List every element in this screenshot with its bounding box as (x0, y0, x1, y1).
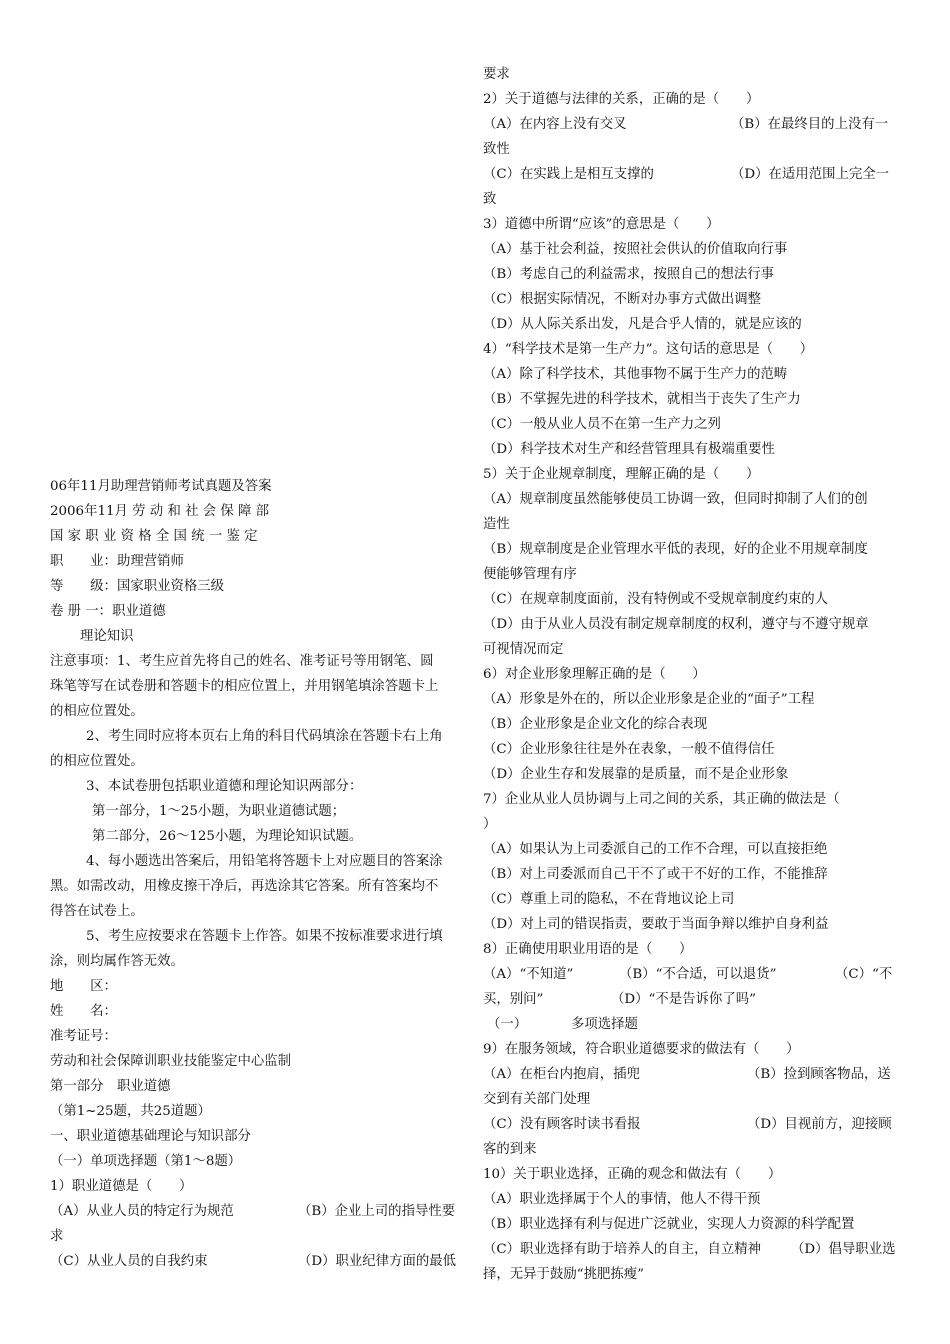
option-a: （A）基于社会利益，按照社会供认的价值取向行事 (483, 242, 788, 257)
supervisor-line: 劳动和社会保障训职业技能鉴定中心监制 (50, 1054, 292, 1069)
notice-line: 珠笔等写在试卷册和答题卡的相应位置上，并用钢笔填涂答题卡上 (50, 679, 439, 694)
option-c: （C）职业选择有助于培养人的自主，自立精神 (483, 1242, 762, 1257)
notice-line: 第二部分，26～125小题，为理论知识试题。 (92, 829, 363, 844)
option-c: （C）根据实际情况，不断对办事方式做出调整 (483, 292, 762, 307)
notice-line: 注意事项：1、考生应首先将自己的姓名、准考证号等用钢笔、圆 (50, 654, 434, 669)
option-d: （D）科学技术对生产和经营管理具有极端重要性 (483, 442, 775, 457)
option-c: （C）企业形象往往是外在表象，一般不值得信任 (483, 742, 775, 757)
option-a: （A）职业选择属于个人的事情，他人不得干预 (483, 1192, 761, 1207)
option-a: （A）规章制度虽然能够使员工协调一致，但同时抑制了人们的创 (483, 492, 868, 507)
option-c: （C）没有顾客时读书看报 (483, 1117, 641, 1132)
option-b-continued: 求 (50, 1229, 64, 1244)
notice-line: 得答在试卷上。 (50, 904, 144, 919)
option-d-continued: 择，无异于鼓励“挑肥拣瘦” (483, 1267, 644, 1282)
option-d: （D）目视前方，迎接顾 (747, 1117, 892, 1132)
notice-line: 涂，则均属作答无效。 (50, 954, 184, 969)
volume-line: 卷 册 一：职业道德 (50, 604, 166, 619)
part1-heading: 第一部分 职业道德 (50, 1079, 171, 1094)
option-c: （C）从业人员的自我约束 (50, 1254, 208, 1269)
profession-line: 职 业：助理营销师 (50, 554, 184, 569)
option-b: （B）对上司委派而自己干不了或干不好的工作，不能推辞 (483, 867, 828, 882)
notice-line: 3、本试卷册包括职业道德和理论知识两部分： (86, 779, 363, 794)
option-d: （D）在适用范围上完全一 (731, 167, 890, 182)
exam-number-field: 准考证号： (50, 1029, 117, 1044)
option-b-continued: 便能够管理有序 (483, 567, 577, 582)
option-b: （B）企业形象是企业文化的综合表现 (483, 717, 708, 732)
option-c-continued: 买，别问” (483, 992, 544, 1007)
issuer-line: 2006年11月 劳 动 和 社 会 保 障 部 (50, 504, 270, 519)
option-b: （B）在最终目的上没有一 (731, 117, 889, 132)
option-d-continued: 致 (483, 192, 497, 207)
notice-line: 5、考生应按要求在答题卡上作答。如果不按标准要求进行填 (86, 929, 443, 944)
option-a: （A）从业人员的特定行为规范 (50, 1204, 234, 1219)
option-b: （B）“不合适，可以退货” (619, 967, 777, 982)
option-d: （D）从人际关系出发，凡是合乎人情的，就是应该的 (483, 317, 802, 332)
option-d-continued: 可视情况而定 (483, 642, 564, 657)
option-a: （A）在柜台内抱肩，插兜 (483, 1067, 640, 1082)
part1-range: （第1~25题，共25道题） (50, 1104, 211, 1119)
notice-line: 2、考生同时应将本页右上角的科目代码填涂在答题卡右上角 (86, 729, 443, 744)
name-field: 姓 名： (50, 1004, 117, 1019)
option-c: （C）在规章制度面前，没有特例或不受规章制度约束的人 (483, 592, 829, 607)
option-b: （B）规章制度是企业管理水平低的表现，好的企业不用规章制度 (483, 542, 868, 557)
notice-line: 第一部分，1～25小题，为职业道德试题； (92, 804, 346, 819)
subsection-title: 多项选择题 (571, 1017, 638, 1032)
option-c: （C）一般从业人员不在第一生产力之列 (483, 417, 721, 432)
question-stem: 6）对企业形象理解正确的是（ ） (483, 667, 706, 682)
question-stem: 9）在服务领域，符合职业道德要求的做法有（ ） (483, 1042, 800, 1057)
option-b: （B）考虑自己的利益需求，按照自己的想法行事 (483, 267, 775, 282)
continued-text: 要求 (483, 67, 510, 82)
option-b: （B）不掌握先进的科学技术，就相当于丧失了生产力 (483, 392, 801, 407)
option-a: （A）除了科学技术，其他事物不属于生产力的范畴 (483, 367, 788, 382)
option-d: （D）企业生存和发展靠的是质量，而不是企业形象 (483, 767, 789, 782)
notice-line: 4、每小题选出答案后，用铅笔将答题卡上对应题目的答案涂 (86, 854, 443, 869)
question-stem: 7）企业从业人员协调与上司之间的关系，其正确的做法是（ (483, 792, 840, 807)
region-field: 地 区： (50, 979, 117, 994)
notice-line: 黑。如需改动，用橡皮擦干净后，再选涂其它答案。所有答案均不 (50, 879, 439, 894)
document-title: 06年11月助理营销师考试真题及答案 (50, 479, 272, 494)
option-a: （A）在内容上没有交叉 (483, 117, 627, 132)
question-stem: 1）职业道德是（ ） (50, 1179, 193, 1194)
notice-line: 的相应位置处。 (50, 754, 144, 769)
option-b-continued: 交到有关部门处理 (483, 1092, 591, 1107)
section-heading: 一、职业道德基础理论与知识部分 (50, 1129, 251, 1144)
option-d: （D）职业纪律方面的最低 (298, 1254, 457, 1269)
subsection-number: （一） (487, 1017, 528, 1032)
question-stem: 2）关于道德与法律的关系，正确的是（ ） (483, 92, 760, 107)
option-d: （D）倡导职业选 (791, 1242, 896, 1257)
option-b-continued: 致性 (483, 142, 510, 157)
option-b: （B）企业上司的指导性要 (298, 1204, 456, 1219)
option-a: （A）“不知道” (483, 967, 574, 982)
option-d: （D）对上司的错误指责，要敢于当面争辩以维护自身利益 (483, 917, 829, 932)
question-stem: 8）正确使用职业用语的是（ ） (483, 942, 693, 957)
question-stem-continued: ） (483, 817, 497, 832)
level-line: 等 级：国家职业资格三级 (50, 579, 225, 594)
appraisal-line: 国 家 职 业 资 格 全 国 统 一 鉴 定 (50, 529, 258, 544)
option-c: （C）在实践上是相互支撑的 (483, 167, 654, 182)
subsection-heading: （一）单项选择题（第1～8题） (50, 1154, 242, 1169)
question-stem: 3）道德中所谓“应该”的意思是（ ） (483, 217, 720, 232)
option-b: （B）捡到顾客物品，送 (747, 1067, 891, 1082)
option-c: （C）“不 (835, 967, 893, 982)
option-a: （A）形象是外在的，所以企业形象是企业的“面子”工程 (483, 692, 815, 707)
volume-sub-line: 理论知识 (80, 629, 134, 644)
option-d: （D）由于从业人员没有制定规章制度的权利，遵守与不遵守规章 (483, 617, 869, 632)
question-stem: 10）关于职业选择，正确的观念和做法有（ ） (483, 1167, 782, 1182)
option-d-continued: 客的到来 (483, 1142, 537, 1157)
option-c: （C）尊重上司的隐私，不在背地议论上司 (483, 892, 735, 907)
notice-line: 的相应位置处。 (50, 704, 144, 719)
question-stem: 5）关于企业规章制度，理解正确的是（ ） (483, 467, 760, 482)
option-d: （D）“不是告诉你了吗” (611, 992, 756, 1007)
question-stem: 4）“科学技术是第一生产力”。这句话的意思是（ ） (483, 342, 814, 357)
option-a-continued: 造性 (483, 517, 510, 532)
option-b: （B）职业选择有利与促进广泛就业，实现人力资源的科学配置 (483, 1217, 855, 1232)
option-a: （A）如果认为上司委派自己的工作不合理，可以直接拒绝 (483, 842, 828, 857)
